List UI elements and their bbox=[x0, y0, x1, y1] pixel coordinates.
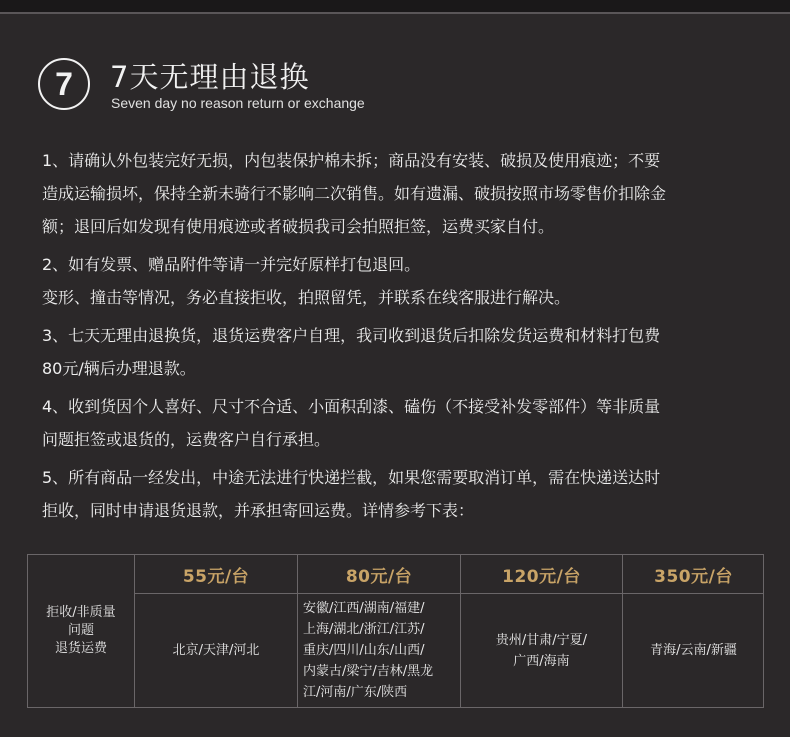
policy-item-2 bbox=[42, 248, 762, 314]
region-line: 重庆/四川/山东/山西/ bbox=[303, 643, 425, 658]
row-header-line: 退货运费 bbox=[54, 641, 107, 656]
policy-item-1 bbox=[42, 144, 762, 243]
section-number-badge: 7 bbox=[38, 58, 90, 110]
policy-line: 4、收到货因个人喜好、尺寸不合适、小面积刮漆、磕伤（不接受补发零部件）等非质量 bbox=[42, 397, 661, 416]
policy-item-3 bbox=[42, 319, 762, 385]
price-120: 120元/台 bbox=[502, 566, 581, 587]
table-row-header bbox=[28, 555, 134, 707]
region-line: 青海/云南/新疆 bbox=[650, 643, 737, 658]
policy-line: 5、所有商品一经发出，中途无法进行快递拦截，如果您需要取消订单，需在快递送达时 bbox=[42, 468, 661, 487]
region-line: 内蒙古/梁宁/吉林/黑龙 bbox=[303, 664, 434, 679]
row-header-line: 问题 bbox=[67, 623, 94, 638]
row-header-line: 拒收/非质量 bbox=[46, 605, 116, 620]
policy-line: 拒收，同时申请退货退款，并承担寄回运费。详情参考下表： bbox=[42, 501, 475, 520]
section-title: 7天无理由退换 bbox=[110, 60, 310, 94]
region-line: 安徽/江西/湖南/福建/ bbox=[303, 601, 425, 616]
price-350: 350元/台 bbox=[654, 566, 733, 587]
policy-line: 1、请确认外包装完好无损，内包装保护棉未拆；商品没有安装、破损及使用痕迹；不要 bbox=[42, 151, 661, 170]
policy-item-4 bbox=[42, 390, 762, 456]
section-subtitle: Seven day no reason return or exchange bbox=[111, 95, 365, 111]
policy-text bbox=[42, 144, 762, 527]
policy-line: 造成运输损坏，保持全新未骑行不影响二次销售。如有遗漏、破损按照市场零售价扣除金 bbox=[42, 184, 667, 203]
section-header bbox=[38, 55, 758, 117]
policy-line: 80元/辆后办理退款。 bbox=[42, 359, 196, 378]
top-border bbox=[0, 0, 790, 14]
price-80: 80元/台 bbox=[345, 566, 413, 587]
policy-line: 额；退回后如发现有使用痕迹或者破损我司会拍照拒签，运费买家自付。 bbox=[42, 217, 555, 236]
region-line: 广西/海南 bbox=[513, 653, 570, 669]
return-shipping-table bbox=[27, 554, 764, 708]
policy-line: 问题拒签或退货的，运费客户自行承担。 bbox=[42, 430, 331, 449]
regions-55 bbox=[135, 594, 297, 707]
policy-line: 3、七天无理由退换货，退货运费客户自理，我司收到退货后扣除发货运费和材料打包费 bbox=[42, 326, 661, 345]
region-line: 北京/天津/河北 bbox=[172, 643, 260, 658]
regions-120 bbox=[461, 594, 622, 707]
regions-350 bbox=[623, 594, 764, 707]
region-line: 江/河南/广东/陕西 bbox=[303, 685, 408, 700]
policy-line: 变形、撞击等情况，务必直接拒收，拍照留凭，并联系在线客服进行解决。 bbox=[42, 288, 571, 307]
policy-line: 2、如有发票、赠品附件等请一并完好原样打包退回。 bbox=[42, 255, 421, 274]
region-line: 贵州/甘肃/宁夏/ bbox=[495, 632, 588, 648]
policy-item-5 bbox=[42, 461, 762, 527]
price-55: 55元/台 bbox=[182, 566, 250, 587]
regions-80 bbox=[298, 594, 460, 707]
region-line: 上海/湖北/浙江/江苏/ bbox=[303, 622, 425, 637]
